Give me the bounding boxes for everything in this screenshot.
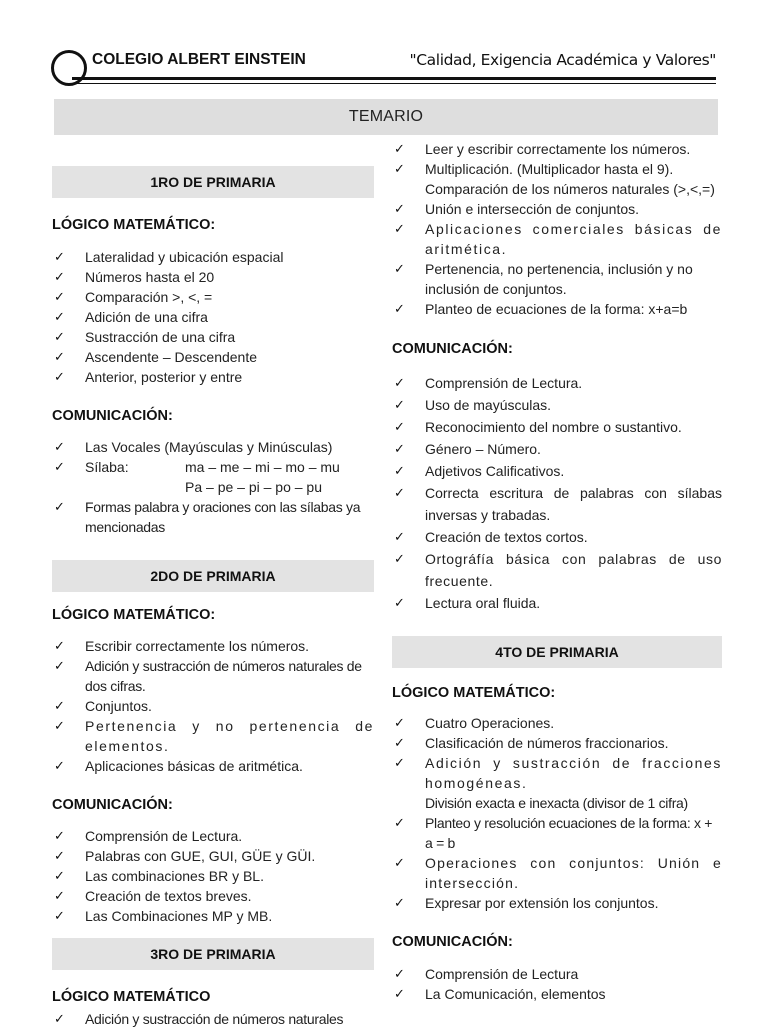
grade-3-logico-title: LÓGICO MATEMÁTICO: [52, 989, 211, 1005]
school-motto: "Calidad, Exigencia Académica y Valores": [409, 51, 716, 69]
list-item: ✓ Lectura oral fluida.: [392, 592, 722, 614]
grade-2-logico-list: [52, 636, 374, 776]
list-item: ✓ Adición y sustracción de números naturales: [54, 1011, 344, 1027]
check-icon: ✓: [54, 848, 65, 863]
list-item: ✓ Multiplicación. (Multiplicador hasta el 9).: [394, 161, 674, 177]
check-icon: ✓: [54, 269, 65, 284]
check-icon: ✓: [54, 758, 65, 773]
check-icon: ✓: [394, 301, 405, 316]
grade-3-logico-list-start: [52, 1009, 374, 1029]
header-rule: [72, 77, 716, 80]
list-item: ✓ Leer y escribir correctamente los números.: [394, 141, 691, 157]
grade-4-comunicacion-list: [392, 964, 722, 1004]
list-item: ✓ Las combinaciones BR y BL.: [54, 868, 264, 884]
list-item: ✓ Pertenencia y no pertenencia de elementos.: [54, 718, 374, 754]
list-item: ✓ Las Vocales (Mayúsculas y Minúsculas): [54, 439, 333, 455]
list-item: ✓ Creación de textos breves.: [54, 888, 252, 904]
list-item: ✓ Correcta escritura de palabras con sílabas inversas y trabadas.: [392, 482, 722, 526]
check-icon: ✓: [54, 289, 65, 304]
check-icon: ✓: [394, 529, 405, 544]
check-icon: ✓: [394, 855, 407, 870]
list-item: ✓ Creación de textos cortos.: [392, 526, 722, 548]
list-item: ✓ Uso de mayúsculas.: [392, 394, 722, 416]
list-item: ✓ La Comunicación, elementos: [394, 986, 606, 1002]
list-item: ✓ Las Combinaciones MP y MB.: [54, 908, 273, 924]
check-icon: ✓: [54, 908, 65, 923]
list-item: ✓ Género – Número.: [392, 438, 722, 460]
check-icon: ✓: [54, 638, 65, 653]
list-item: ✓ Comprensión de Lectura.: [54, 828, 243, 844]
check-icon: ✓: [394, 221, 407, 236]
grade-1-logico-list: [52, 247, 374, 387]
list-item: ✓ Operaciones con conjuntos: Unión e intersección.: [394, 855, 722, 891]
list-item: ✓ Expresar por extensión los conjuntos.: [394, 895, 659, 911]
list-item: ✓ Unión e intersección de conjuntos.: [394, 201, 640, 217]
list-item: ✓ Adición y sustracción de números naturales de dos cifras.: [54, 658, 362, 694]
grade-3-heading: 3RO DE PRIMARIA: [52, 938, 374, 970]
school-name: COLEGIO ALBERT EINSTEIN: [92, 51, 306, 68]
check-icon: ✓: [54, 309, 65, 324]
check-icon: ✓: [394, 715, 405, 730]
check-icon: ✓: [394, 815, 405, 830]
list-item: ✓ Anterior, posterior y entre: [54, 369, 243, 385]
check-icon: ✓: [394, 551, 406, 566]
list-item: ✓ Conjuntos.: [54, 698, 152, 714]
list-item-continued: Comparación de los números naturales (>,<,=): [425, 181, 715, 197]
grade-4-logico-title: LÓGICO MATEMÁTICO:: [392, 685, 556, 701]
page-title: TEMARIO: [54, 99, 718, 135]
grade-2-logico-title: LÓGICO MATEMÁTICO:: [52, 607, 216, 623]
list-item: ✓ Aplicaciones comerciales básicas de aritmética.: [394, 221, 722, 257]
check-icon: ✓: [394, 161, 405, 176]
list-item: ✓ Planteo de ecuaciones de la forma: x+a=b: [394, 301, 688, 317]
check-icon: ✓: [54, 868, 65, 883]
list-item: ✓ Ascendente – Descendente: [54, 349, 258, 365]
check-icon: ✓: [394, 375, 405, 390]
grade-3-comunicacion-title: COMUNICACIÓN:: [392, 341, 513, 357]
check-icon: ✓: [394, 201, 405, 216]
grade-2-heading: 2DO DE PRIMARIA: [52, 560, 374, 592]
list-item: ✓ Pertenencia, no pertenencia, inclusión y no inclusión de conjuntos.: [394, 261, 693, 297]
grade-4-comunicacion-title: COMUNICACIÓN:: [392, 934, 513, 950]
silaba-row: Sílaba: ma – me – mi – mo – mu: [85, 459, 340, 475]
list-item: ✓ Escribir correctamente los números.: [54, 638, 310, 654]
grade-2-comunicacion-list: [52, 826, 374, 926]
list-item-continued: División exacta e inexacta (divisor de 1 cifra): [425, 795, 688, 811]
check-icon: ✓: [54, 828, 65, 843]
check-icon: ✓: [394, 595, 405, 610]
check-icon: ✓: [394, 419, 405, 434]
check-icon: ✓: [54, 499, 65, 514]
grade-3-comunicacion-list: [392, 372, 722, 614]
header-rule-thin: [72, 83, 716, 84]
list-item: ✓ Ortográfía básica con palabras de uso frecuente.: [392, 548, 722, 592]
list-item: ✓ Palabras con GUE, GUI, GÜE y GÜI.: [54, 848, 316, 864]
list-item: ✓ Adición de una cifra: [54, 309, 208, 325]
check-icon: ✓: [394, 485, 405, 500]
list-item: ✓ Adición y sustracción de fracciones homogéneas.: [394, 755, 722, 791]
check-icon: ✓: [54, 349, 65, 364]
check-icon: ✓: [394, 966, 405, 981]
grade-1-heading: 1RO DE PRIMARIA: [52, 166, 374, 198]
list-item: [52, 457, 374, 497]
list-item: ✓ Sustracción de una cifra: [54, 329, 236, 345]
check-icon: ✓: [394, 755, 407, 770]
check-icon: ✓: [54, 439, 65, 454]
check-icon: ✓: [394, 986, 405, 1001]
check-icon: ✓: [394, 141, 405, 156]
check-icon: ✓: [394, 895, 405, 910]
check-icon: ✓: [394, 397, 405, 412]
check-icon: ✓: [54, 459, 65, 474]
list-item: ✓ Comprensión de Lectura: [394, 966, 579, 982]
silaba-row-2: Pa – pe – pi – po – pu: [185, 479, 322, 495]
list-item: ✓ Clasificación de números fraccionarios.: [394, 735, 669, 751]
check-icon: ✓: [54, 718, 67, 733]
list-item: ✓ Reconocimiento del nombre o sustantivo.: [392, 416, 722, 438]
grade-4-logico-list: [392, 713, 722, 913]
check-icon: ✓: [54, 329, 65, 344]
logo-circle: [51, 50, 87, 86]
check-icon: ✓: [54, 1011, 65, 1026]
grade-4-heading: 4TO DE PRIMARIA: [392, 636, 722, 668]
left-column: [52, 139, 374, 1029]
list-item: ✓ Formas palabra y oraciones con las sílabas ya mencionadas: [54, 499, 361, 535]
right-column: [392, 139, 722, 1004]
grade-2-comunicacion-title: COMUNICACIÓN:: [52, 797, 173, 813]
check-icon: ✓: [394, 735, 405, 750]
check-icon: ✓: [394, 463, 405, 478]
check-icon: ✓: [54, 698, 65, 713]
grade-1-logico-title: LÓGICO MATEMÁTICO:: [52, 217, 216, 233]
check-icon: ✓: [394, 441, 405, 456]
grade-1-comunicacion-list: [52, 437, 374, 537]
list-item: ✓ Aplicaciones básicas de aritmética.: [54, 758, 303, 774]
check-icon: ✓: [54, 249, 65, 264]
list-item: ✓ Comparación >, <, =: [54, 289, 213, 305]
check-icon: ✓: [394, 261, 405, 276]
grade-1-comunicacion-title: COMUNICACIÓN:: [52, 408, 173, 424]
list-item: ✓ Lateralidad y ubicación espacial: [54, 249, 284, 265]
list-item: ✓ Adjetivos Calificativos.: [392, 460, 722, 482]
check-icon: ✓: [54, 658, 65, 673]
list-item: ✓ Comprensión de Lectura.: [392, 372, 722, 394]
check-icon: ✓: [54, 369, 65, 384]
list-item: ✓ Cuatro Operaciones.: [394, 715, 555, 731]
list-item: ✓ Planteo y resolución ecuaciones de la forma: x + a = b: [394, 815, 713, 851]
check-icon: ✓: [54, 888, 65, 903]
grade-3-logico-list-cont: [392, 139, 722, 319]
list-item: ✓ Números hasta el 20: [54, 269, 215, 285]
